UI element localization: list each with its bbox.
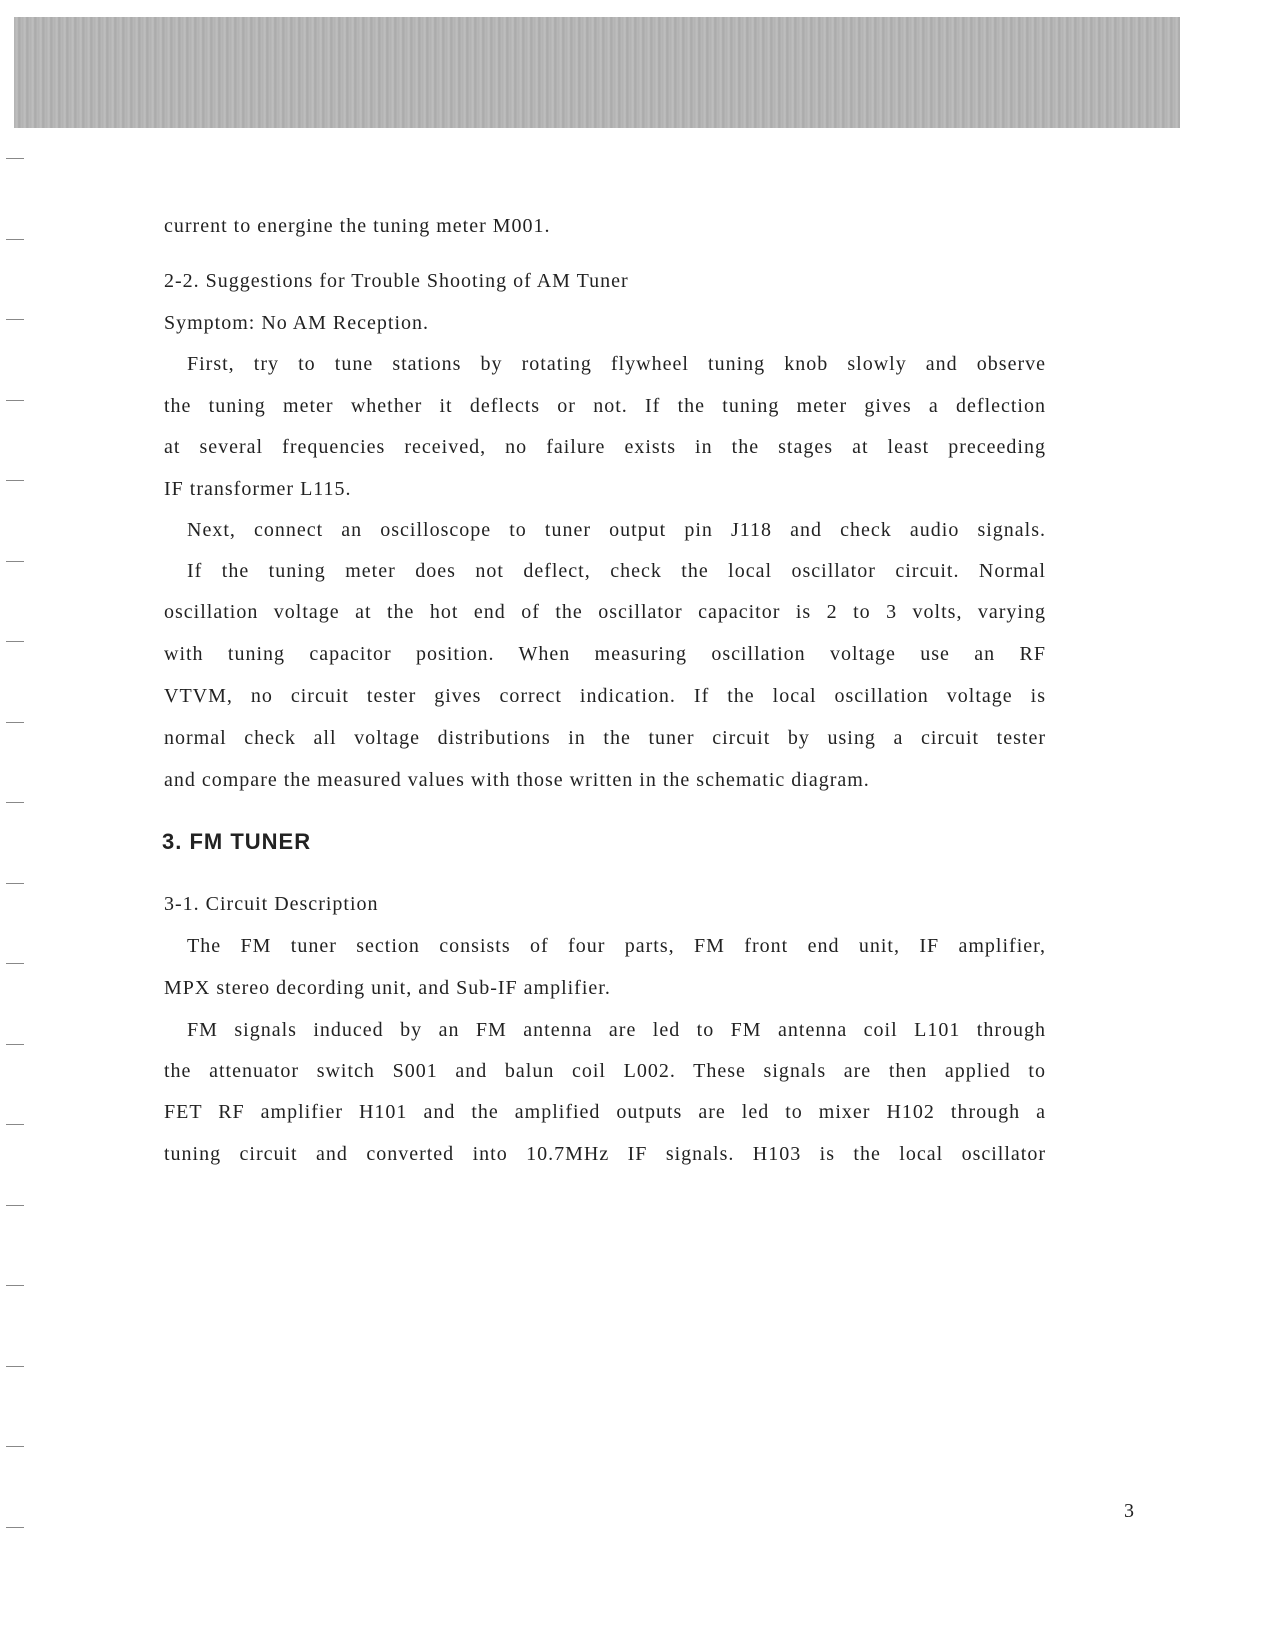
text-line: FET RF amplifier H101 and the amplified outputs are led to mixer H102 through a bbox=[164, 1101, 1046, 1123]
margin-tick bbox=[6, 963, 24, 964]
margin-tick bbox=[6, 883, 24, 884]
text-line: the attenuator switch S001 and balun coil L002. These signals are then applied to bbox=[164, 1060, 1046, 1082]
margin-tick bbox=[6, 480, 24, 481]
section-heading: 3. FM TUNER bbox=[162, 829, 312, 854]
margin-tick bbox=[6, 1446, 24, 1447]
text-line: with tuning capacitor position. When measuring oscillation voltage use an RF bbox=[164, 643, 1046, 665]
text-line: FM signals induced by an FM antenna are led to FM antenna coil L101 through bbox=[187, 1019, 1046, 1041]
margin-tick bbox=[6, 722, 24, 723]
text-line: current to energine the tuning meter M001. bbox=[164, 215, 551, 237]
text-line: Next, connect an oscilloscope to tuner output pin J118 and check audio signals. bbox=[187, 519, 1046, 541]
text-line: at several frequencies received, no failure exists in the stages at least preceeding bbox=[164, 436, 1046, 458]
margin-tick bbox=[6, 561, 24, 562]
page-number: 3 bbox=[1124, 1500, 1134, 1522]
margin-tick bbox=[6, 1124, 24, 1125]
margin-tick bbox=[6, 400, 24, 401]
section-subheading: 2-2. Suggestions for Trouble Shooting of AM Tuner bbox=[164, 270, 629, 292]
text-line: oscillation voltage at the hot end of the oscillator capacitor is 2 to 3 volts, varying bbox=[164, 601, 1046, 623]
margin-tick bbox=[6, 1366, 24, 1367]
margin-tick bbox=[6, 239, 24, 240]
text-line: and compare the measured values with those written in the schematic diagram. bbox=[164, 769, 870, 791]
text-line: First, try to tune stations by rotating flywheel tuning knob slowly and observe bbox=[187, 353, 1046, 375]
margin-tick bbox=[6, 641, 24, 642]
text-line: MPX stereo decording unit, and Sub-IF amplifier. bbox=[164, 977, 611, 999]
margin-tick bbox=[6, 1205, 24, 1206]
margin-tick bbox=[6, 1527, 24, 1528]
text-line: normal check all voltage distributions in the tuner circuit by using a circuit tester bbox=[164, 727, 1046, 749]
margin-tick bbox=[6, 158, 24, 159]
margin-tick bbox=[6, 319, 24, 320]
scanned-header-band bbox=[14, 17, 1180, 128]
text-line: If the tuning meter does not deflect, check the local oscillator circuit. Normal bbox=[187, 560, 1046, 582]
margin-tick bbox=[6, 1285, 24, 1286]
section-subheading: 3-1. Circuit Description bbox=[164, 893, 379, 915]
text-line: IF transformer L115. bbox=[164, 478, 352, 500]
text-line: The FM tuner section consists of four parts, FM front end unit, IF amplifier, bbox=[187, 935, 1046, 957]
text-line: tuning circuit and converted into 10.7MHz IF signals. H103 is the local oscillator bbox=[164, 1143, 1046, 1165]
text-line: the tuning meter whether it deflects or not. If the tuning meter gives a deflection bbox=[164, 395, 1046, 417]
margin-tick bbox=[6, 802, 24, 803]
text-line: Symptom: No AM Reception. bbox=[164, 312, 429, 334]
margin-tick bbox=[6, 1044, 24, 1045]
text-line: VTVM, no circuit tester gives correct indication. If the local oscillation voltage is bbox=[164, 685, 1046, 707]
